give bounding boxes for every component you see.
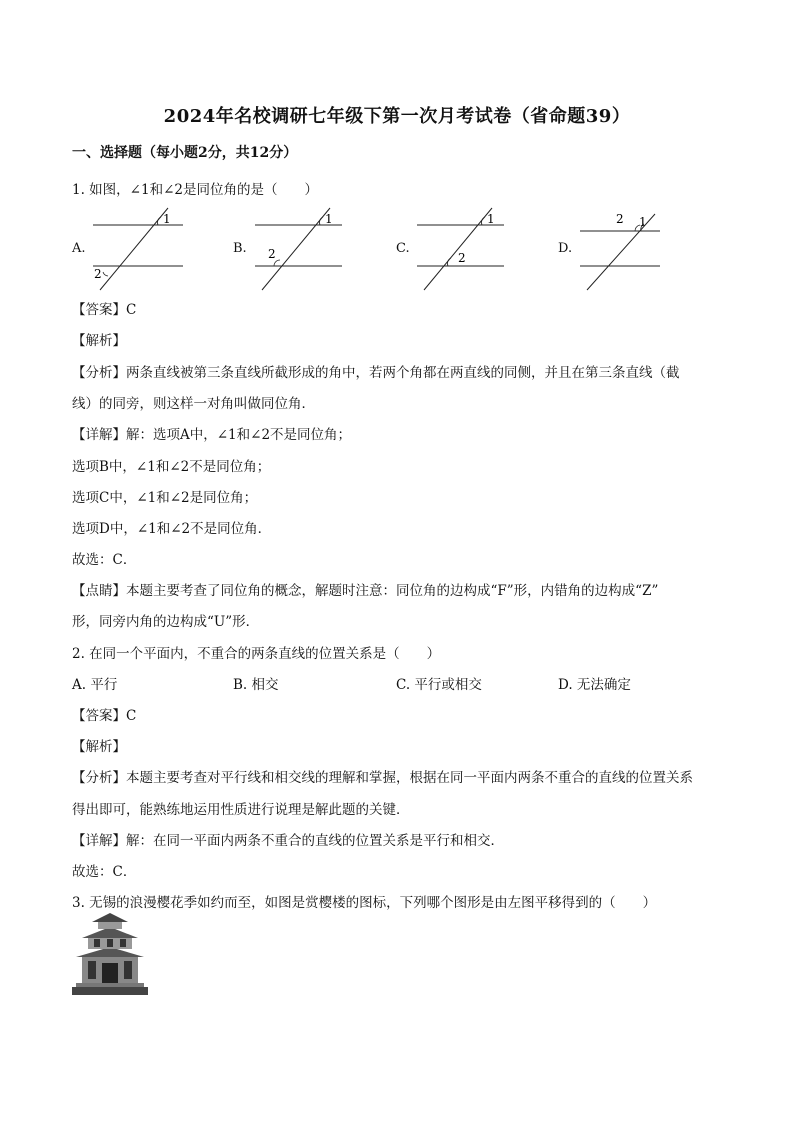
question-3-stem: 3. 无锡的浪漫樱花季如约而至，如图是赏樱楼的图标，下列哪个图形是由左图平移得到的（ ）: [72, 895, 657, 911]
angle-2-label: 2: [268, 247, 276, 261]
q2-option-a: A. 平行: [72, 677, 118, 693]
q2-option-b: B. 相交: [233, 677, 279, 693]
q2-detail-line-1: 【详解】解：在同一平面内两条不重合的直线的位置关系是平行和相交．: [72, 833, 504, 849]
q1-comment-line-1: 【点睛】本题主要考查了同位角的概念，解题时注意：同位角的边构成“F”形，内错角的边构成“Z”: [72, 583, 659, 599]
q1-detail-line-4: 选项D中，∠1和∠2不是同位角．: [72, 521, 272, 537]
q1-figure-d: [575, 206, 675, 296]
pagoda-icon: [72, 913, 148, 995]
q2-analysis-line-1: 【分析】本题主要考查对平行线和相交线的理解和掌握，根据在同一平面内两条不重合的直线的位置关系: [72, 770, 693, 786]
question-1-stem: 1. 如图，∠1和∠2是同位角的是（ ）: [72, 182, 318, 198]
q2-analysis-heading: 【解析】: [72, 739, 126, 755]
q1-detail-line-1: 【详解】解：选项A中，∠1和∠2不是同位角；: [72, 427, 352, 443]
q1-analysis-line-2: 线）的同旁，则这样一对角叫做同位角．: [72, 396, 315, 412]
q1-comment-line-2: 形，同旁内角的边构成“U”形．: [72, 614, 260, 630]
angle-2-label: 2: [458, 251, 466, 265]
q2-option-d: D. 无法确定: [558, 677, 631, 693]
q1-choice: 故选：C．: [72, 552, 137, 568]
angle-1-label: 1: [163, 212, 171, 226]
q2-choice: 故选：C．: [72, 864, 137, 880]
q1-detail-line-3: 选项C中，∠1和∠2是同位角；: [72, 490, 258, 506]
q1-figure-b: [250, 206, 350, 296]
page-title: 2024年名校调研七年级下第一次月考试卷（省命题39）: [163, 106, 631, 127]
q2-option-c: C. 平行或相交: [396, 677, 482, 693]
q1-option-c-label: C.: [396, 241, 410, 256]
angle-1-label: 1: [639, 215, 647, 229]
angle-2-label: 2: [94, 267, 102, 281]
angle-1-label: 1: [325, 212, 333, 226]
q1-answer: 【答案】C: [72, 302, 137, 318]
section-heading: 一、选择题（每小题2分，共12分）: [72, 145, 298, 161]
q1-detail-line-2: 选项B中，∠1和∠2不是同位角；: [72, 459, 271, 475]
angle-2-label: 2: [616, 212, 624, 226]
q1-analysis-heading: 【解析】: [72, 333, 126, 349]
q1-option-b-label: B.: [233, 241, 247, 256]
question-2-stem: 2. 在同一个平面内，不重合的两条直线的位置关系是（ ）: [72, 646, 441, 662]
q1-analysis-line-1: 【分析】两条直线被第三条直线所截形成的角中，若两个角都在两直线的同侧，并且在第三条直线（截: [72, 365, 680, 381]
q2-answer: 【答案】C: [72, 708, 137, 724]
angle-1-label: 1: [487, 212, 495, 226]
q1-option-a-label: A.: [72, 241, 86, 256]
q1-option-d-label: D.: [558, 241, 573, 256]
q1-figure-a: [88, 206, 188, 296]
q1-figure-c: [412, 206, 512, 296]
q2-analysis-line-2: 得出即可，能熟练地运用性质进行说理是解此题的关键．: [72, 802, 410, 818]
